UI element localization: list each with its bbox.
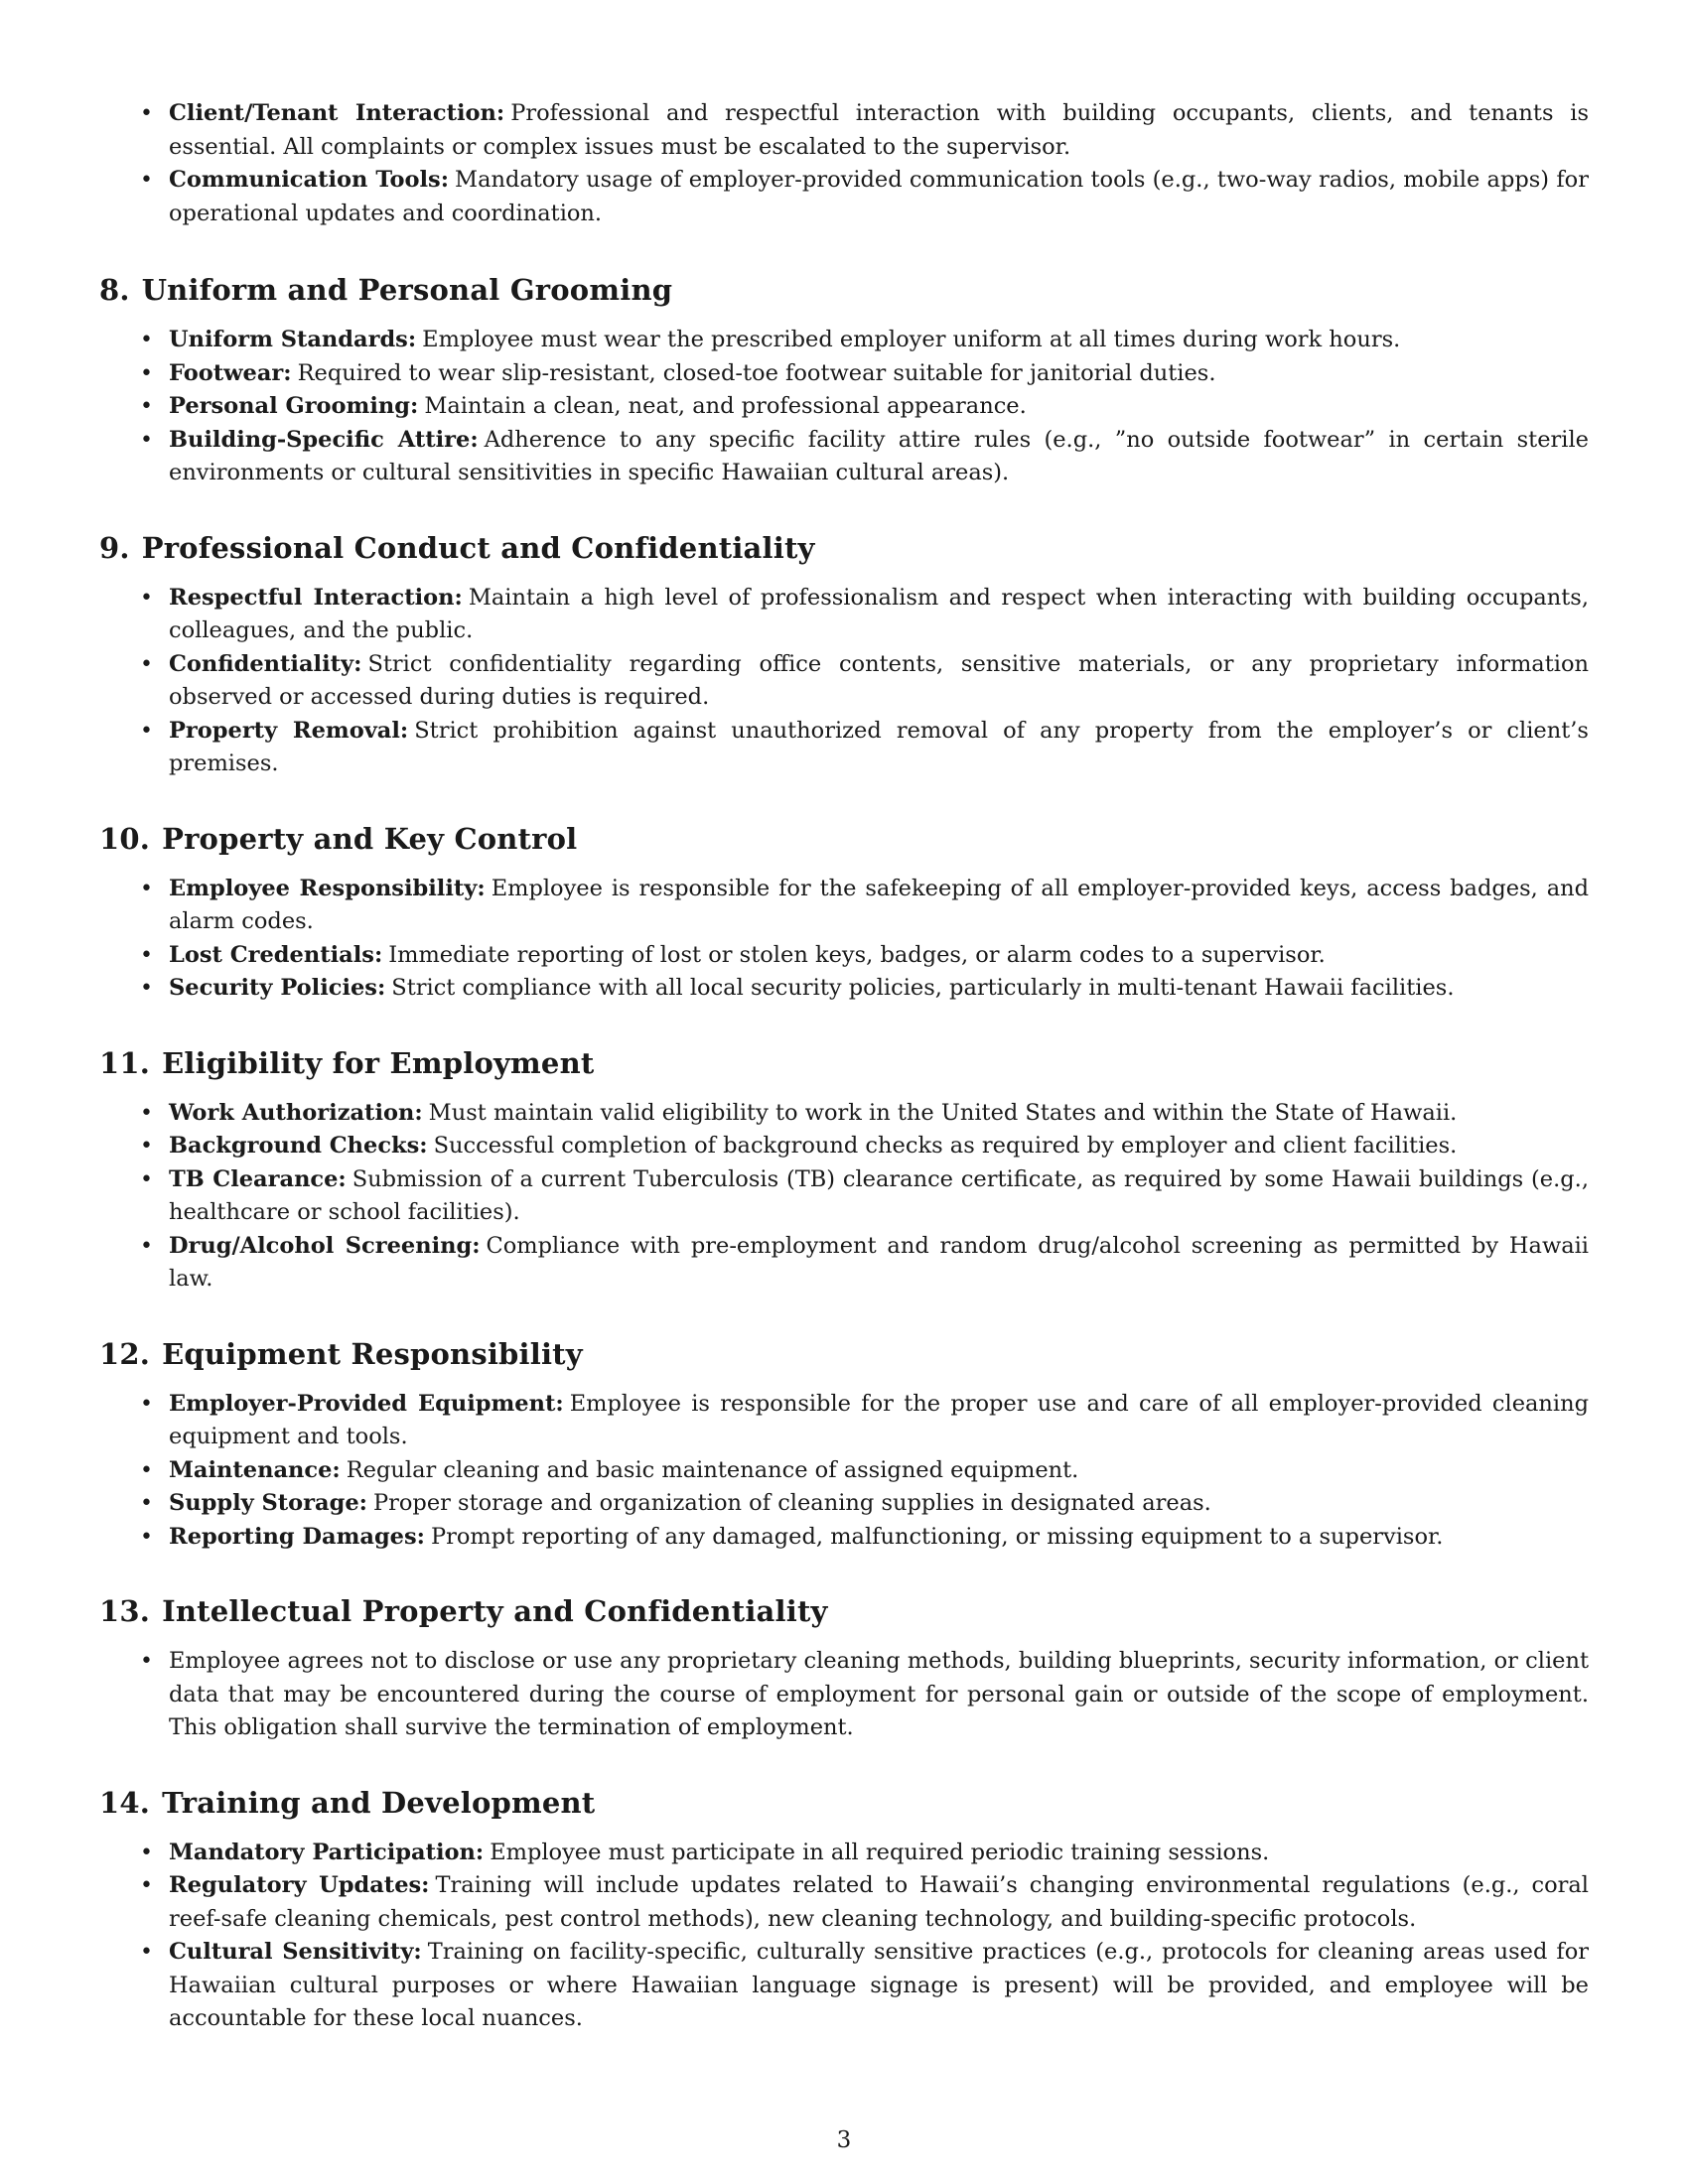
bullet-list (99, 582, 1589, 781)
list-item (99, 424, 1589, 490)
bullet-list (99, 1645, 1589, 1745)
section-heading (99, 1336, 1589, 1372)
item-term: Maintenance: (169, 1456, 341, 1483)
item-term: Employee Responsibility: (169, 875, 486, 901)
list-item (99, 1521, 1589, 1555)
item-text: Mandatory usage of employer-provided communication tools (e.g., two-way radios, mobile apps) for operational updates and coordination. (169, 167, 1589, 226)
item-term: Personal Grooming: (169, 393, 419, 419)
item-term: Work Authorization: (169, 1099, 423, 1126)
item-term: Reporting Damages: (169, 1523, 425, 1550)
list-item (99, 1869, 1589, 1936)
item-term: Uniform Standards: (169, 327, 417, 352)
page-number: 3 (836, 2127, 852, 2153)
item-text: Strict compliance with all local security policies, particularly in multi-tenant Hawaii facilities. (391, 975, 1455, 1001)
section-eligibility (99, 1045, 1589, 1297)
section-title: Professional Conduct and Confidentiality (141, 530, 815, 565)
item-term: Property Removal: (169, 717, 409, 744)
section-number: 10. (99, 821, 151, 856)
item-term: Regulatory Updates: (169, 1872, 430, 1898)
section-number: 8. (99, 273, 130, 307)
section-title: Training and Development (162, 1785, 596, 1820)
list-item (99, 1097, 1589, 1131)
section-title: Equipment Responsibility (162, 1336, 583, 1371)
section-number: 13. (99, 1594, 151, 1628)
list-item (99, 1388, 1589, 1454)
section-heading (99, 1045, 1589, 1081)
section-uniform-grooming (99, 272, 1589, 490)
section-number: 11. (99, 1045, 151, 1080)
section-title: Eligibility for Employment (162, 1045, 595, 1080)
bullet-list (99, 873, 1589, 1006)
item-term: Building-Specific Attire: (169, 426, 479, 453)
section-number: 14. (99, 1785, 151, 1820)
section-heading (99, 1593, 1589, 1629)
list-item (99, 1487, 1589, 1521)
list-item (99, 972, 1589, 1006)
item-text: Regular cleaning and basic maintenance of assigned equipment. (346, 1456, 1079, 1483)
section-title: Intellectual Property and Confidentiality (162, 1594, 828, 1628)
bullet-list (99, 1388, 1589, 1555)
bullet-list (99, 324, 1589, 490)
item-text: Employee is responsible for the proper use and care of all employer-provided cleaning equipment and tools. (169, 1390, 1589, 1449)
list-item (99, 357, 1589, 391)
list-item (99, 582, 1589, 648)
item-text: Must maintain valid eligibility to work in the United States and within the State of Hawaii. (428, 1099, 1458, 1126)
list-item (99, 1454, 1589, 1488)
list-item (99, 97, 1589, 164)
item-text: Adherence to any specific facility attire rules (e.g., ”no outside footwear” in certain sterile environments or cultural sensitivities in specific Hawaiian cultural areas). (169, 426, 1589, 485)
list-item (99, 1645, 1589, 1745)
section-number: 12. (99, 1336, 151, 1371)
item-text: Employee is responsible for the safekeeping of all employer-provided keys, access badges, and alarm codes. (169, 875, 1589, 934)
item-term: TB Clearance: (169, 1165, 347, 1192)
list-item (99, 648, 1589, 715)
section-heading (99, 272, 1589, 308)
item-term: Confidentiality: (169, 650, 362, 677)
list-item (99, 939, 1589, 973)
item-text: Immediate reporting of lost or stolen keys, badges, or alarm codes to a supervisor. (388, 941, 1326, 968)
item-text: Maintain a high level of professionalism and respect when interacting with building occupants, colleagues, and the public. (169, 584, 1590, 643)
list-item (99, 390, 1589, 424)
item-term: Lost Credentials: (169, 941, 383, 968)
item-text: Employee must wear the prescribed employer uniform at all times during work hours. (422, 327, 1401, 352)
section-number: 9. (99, 530, 130, 565)
section-title: Property and Key Control (162, 821, 578, 856)
list-item (99, 1837, 1589, 1870)
item-term: Supply Storage: (169, 1490, 367, 1516)
item-term: Client/Tenant Interaction: (169, 100, 505, 126)
item-text: Prompt reporting of any damaged, malfunctioning, or missing equipment to a supervisor. (430, 1523, 1444, 1550)
item-text: Employee must participate in all required periodic training sessions. (490, 1839, 1270, 1865)
section-heading (99, 1785, 1589, 1821)
item-text: Training on facility-specific, culturally sensitive practices (e.g., protocols for cleaning areas used for Hawaiian cultural purposes or where Hawaiian language signage is present) will be provided, and employee will be accountable for these local nuances. (169, 1939, 1589, 2031)
item-text: Maintain a clean, neat, and professional appearance. (424, 393, 1027, 419)
bullet-list (99, 1837, 1589, 2036)
list-item (99, 1130, 1589, 1163)
section-training (99, 1785, 1589, 2036)
item-text: Employee agrees not to disclose or use any proprietary cleaning methods, building blueprints, security information, or client data that may be encountered during the course of employment for personal gain or outside of the scope of employment. This obligation shall survive the termination of employment. (169, 1648, 1589, 1740)
item-term: Mandatory Participation: (169, 1839, 485, 1865)
list-item (99, 164, 1589, 230)
section-intellectual-property (99, 1593, 1589, 1745)
item-text: Successful completion of background checks as required by employer and client facilities. (433, 1133, 1458, 1159)
item-text: Submission of a current Tuberculosis (TB) clearance certificate, as required by some Hawaii buildings (e.g., healthcare or school facilities). (169, 1165, 1589, 1225)
item-term: Cultural Sensitivity: (169, 1939, 422, 1965)
item-text: Required to wear slip-resistant, closed-toe footwear suitable for janitorial duties. (297, 359, 1216, 386)
item-text: Proper storage and organization of cleaning supplies in designated areas. (372, 1490, 1211, 1516)
item-term: Respectful Interaction: (169, 584, 463, 611)
item-term: Communication Tools: (169, 167, 450, 193)
list-item (99, 873, 1589, 939)
list-item (99, 324, 1589, 357)
section-equipment (99, 1336, 1589, 1555)
item-text: Compliance with pre-employment and random drug/alcohol screening as permitted by Hawaii law. (169, 1232, 1590, 1292)
section-heading (99, 821, 1589, 857)
document-page (99, 97, 1589, 2076)
section-title: Uniform and Personal Grooming (141, 273, 673, 307)
section-heading (99, 530, 1589, 566)
item-text: Professional and respectful interaction with building occupants, clients, and tenants is essential. All complaints or complex issues must be escalated to the supervisor. (169, 100, 1589, 160)
section-professional-conduct (99, 530, 1589, 781)
item-term: Drug/Alcohol Screening: (169, 1232, 481, 1259)
list-item (99, 715, 1589, 781)
item-text: Training will include updates related to Hawaii’s changing environmental regulations (e.g., coral reef-safe cleaning chemicals, pest control methods), new cleaning technology, and building-specific protocols. (169, 1872, 1589, 1932)
list-item (99, 1163, 1589, 1230)
section-continued (99, 97, 1589, 230)
section-property-key-control (99, 821, 1589, 1006)
list-item (99, 1230, 1589, 1297)
list-item (99, 1936, 1589, 2036)
item-term: Background Checks: (169, 1133, 428, 1159)
bullet-list (99, 1097, 1589, 1297)
item-term: Footwear: (169, 359, 292, 386)
item-term: Employer-Provided Equipment: (169, 1390, 564, 1417)
item-term: Security Policies: (169, 975, 386, 1001)
item-text: Strict confidentiality regarding office contents, sensitive materials, or any proprietary information observed or accessed during duties is required. (169, 650, 1589, 710)
item-text: Strict prohibition against unauthorized removal of any property from the employer’s or client’s premises. (169, 717, 1589, 776)
bullet-list (99, 97, 1589, 230)
